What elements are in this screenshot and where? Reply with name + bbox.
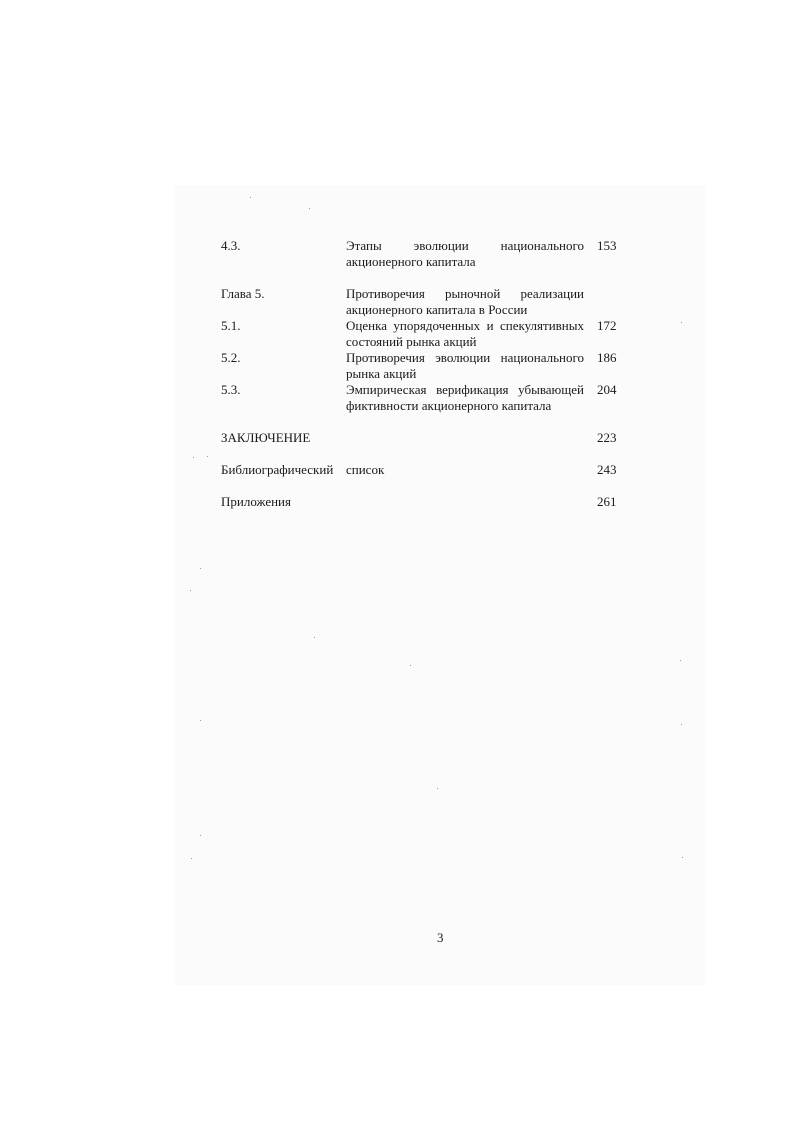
toc-entry-page: 204 xyxy=(597,382,617,397)
toc-entry-title-line: Эмпирическая верификация убывающей xyxy=(346,382,584,397)
toc-entry-title-line: фиктивности акционерного капитала xyxy=(346,398,552,413)
toc-entry-page: 243 xyxy=(597,462,617,477)
toc-entry-title xyxy=(346,318,584,350)
scan-speck xyxy=(191,858,192,859)
toc-entry-number: Приложения xyxy=(221,494,291,509)
toc-entry-title-line: Противоречия рыночной реализации xyxy=(346,286,584,301)
scan-speck xyxy=(200,568,201,569)
toc-entry-title-line: акционерного капитала xyxy=(346,254,476,269)
scan-speck xyxy=(207,456,208,457)
toc-entry-title xyxy=(346,350,584,382)
scan-speck xyxy=(681,724,682,725)
toc-entry-number: Глава 5. xyxy=(221,286,265,301)
scan-speck xyxy=(309,208,310,209)
toc-entry-number: 5.3. xyxy=(221,382,241,397)
scan-speck xyxy=(200,835,201,836)
scan-speck xyxy=(410,665,411,666)
toc-entry-title-line: рынка акций xyxy=(346,366,417,381)
toc-entry-page: 186 xyxy=(597,350,617,365)
scan-speck xyxy=(193,457,194,458)
toc-entry-number: Библиографический xyxy=(221,462,334,477)
toc-entry-page: 223 xyxy=(597,430,617,445)
toc-entry-title xyxy=(346,238,584,270)
toc-entry-title-line: список xyxy=(346,462,385,477)
scan-speck xyxy=(680,660,681,661)
scan-speck xyxy=(250,197,251,198)
scan-speck xyxy=(190,590,191,591)
toc-entry-title xyxy=(346,286,584,318)
toc-entry-number: 5.2. xyxy=(221,350,241,365)
toc-entry-number: 4.3. xyxy=(221,238,241,253)
toc-entry-page: 153 xyxy=(597,238,617,253)
toc-entry-title-line: Противоречия эволюции национального xyxy=(346,350,584,365)
toc-entry-title xyxy=(346,382,584,414)
toc-entry-title-line: акционерного капитала в России xyxy=(346,302,528,317)
toc-entry-title-line: Этапы эволюции национального xyxy=(346,238,584,253)
page-number: 3 xyxy=(437,930,444,945)
toc-entry-title xyxy=(346,462,584,478)
toc-entry-page: 172 xyxy=(597,318,617,333)
scan-speck xyxy=(437,788,438,789)
toc-entry-page: 261 xyxy=(597,494,617,509)
scan-speck xyxy=(314,637,315,638)
toc-entry-number: ЗАКЛЮЧЕНИЕ xyxy=(221,430,311,445)
scan-speck xyxy=(681,322,682,323)
scan-speck xyxy=(682,857,683,858)
toc-entry-title-line: Оценка упорядоченных и спекулятивных xyxy=(346,318,584,333)
toc-entry-title-line: состояний рынка акций xyxy=(346,334,477,349)
scan-speck xyxy=(200,720,201,721)
toc-entry-number: 5.1. xyxy=(221,318,241,333)
